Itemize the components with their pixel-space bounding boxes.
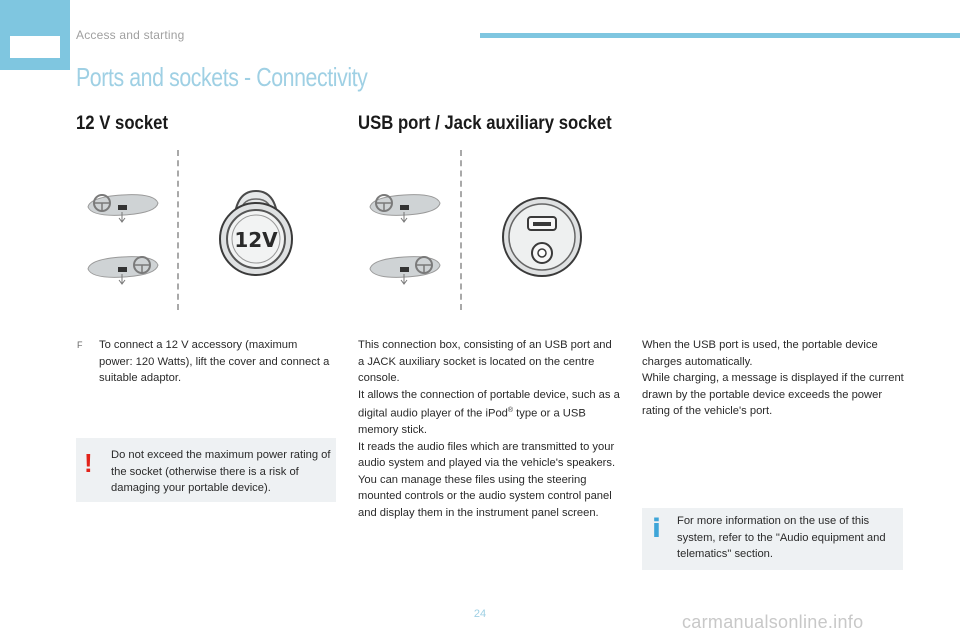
usb-para-5: When the USB port is used, the portable device charges automatically. <box>642 339 878 368</box>
instruction-12v: To connect a 12 V accessory (maximum power: 120 Watts), lift the cover and connect a suitable adaptor. <box>99 339 330 384</box>
heading-usb-jack: USB port / Jack auxiliary socket <box>358 113 612 134</box>
usb-para-3: It reads the audio files which are transmitted to your audio system and played via the vehicle's speakers. <box>358 440 616 470</box>
usb-para-4: You can manage these files using the steering mounted controls or the audio system control panel and display them in the instrument panel screen. <box>358 473 612 519</box>
vehicle-location-icon-usb <box>366 185 444 285</box>
warning-icon: ! <box>84 448 93 478</box>
usb-charging <box>642 337 904 420</box>
section-label: Access and starting <box>76 28 185 42</box>
header-rule <box>480 33 960 38</box>
dashboard-lhd-icon <box>370 195 440 222</box>
info-icon: i <box>652 514 661 544</box>
watermark: carmanualsonline.info <box>682 612 864 632</box>
info-box <box>642 508 903 570</box>
warning-text: Do not exceed the maximum power rating of the socket (otherwise there is a risk of damaging your portable device). <box>111 449 331 494</box>
usb-jack-socket-icon <box>500 195 584 279</box>
12v-socket-icon <box>216 187 296 277</box>
vehicle-location-icon-12v <box>84 185 162 285</box>
usb-description <box>358 337 620 521</box>
heading-12v-socket: 12 V socket <box>76 113 169 134</box>
dashboard-lhd-icon <box>88 195 158 222</box>
divider-dashed <box>177 150 179 310</box>
chapter-tab-notch <box>10 36 60 58</box>
instruction-marker: F <box>77 340 83 350</box>
page-title: Ports and sockets - Connectivity <box>76 62 368 92</box>
usb-para-1: This connection box, consisting of an USB port and a JACK auxiliary socket is located on the centre console. <box>358 339 612 384</box>
dashboard-rhd-icon <box>370 257 440 284</box>
info-text: For more information on the use of this system, refer to the "Audio equipment and telematics" section. <box>677 515 886 560</box>
page-number: 24 <box>473 608 487 620</box>
usb-para-6: While charging, a message is displayed if the current drawn by the portable device exceeds the power rating of the vehicle's port. <box>642 372 904 417</box>
usb-para-2: It allows the connection of portable device, such as a digital audio player of the iPod® type or a USB memory stick. <box>358 388 620 437</box>
12v-socket-label: 12V <box>234 228 278 252</box>
chapter-tab <box>0 0 70 70</box>
dashboard-rhd-icon <box>88 257 158 284</box>
divider-dashed <box>460 150 462 310</box>
warning-box <box>76 438 336 502</box>
